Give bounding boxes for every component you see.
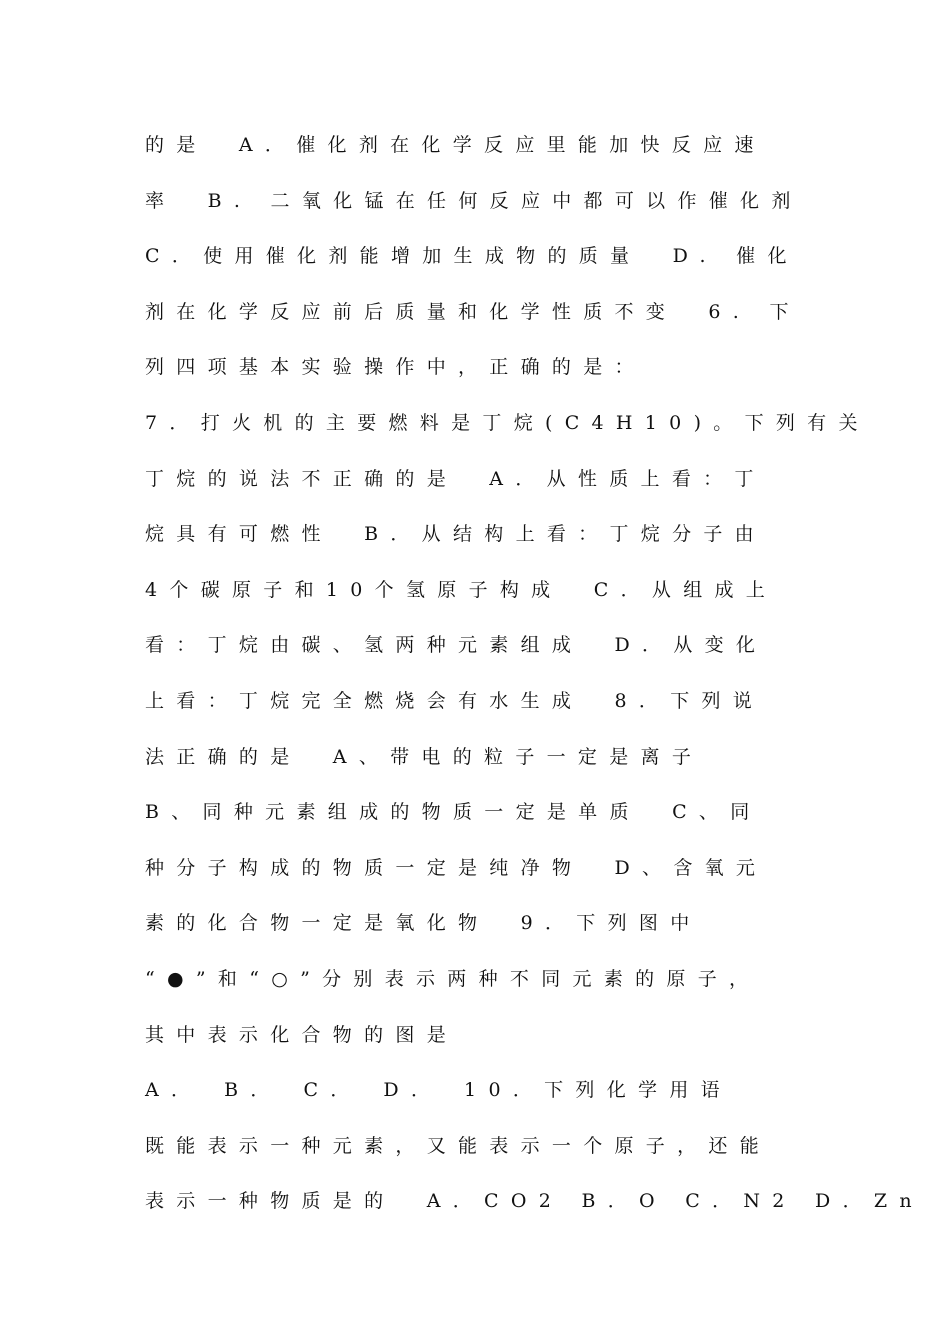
text-line: 看：丁烷由碳、氢两种元素组成 D．从变化 xyxy=(145,634,768,656)
text-line: 法正确的是 A、带电的粒子一定是离子 xyxy=(145,746,704,768)
text-line: C．使用催化剂能增加生成物的质量 D. 催化 xyxy=(145,245,799,267)
text-line: 素的化合物一定是氧化物 9．下列图中 xyxy=(145,912,702,934)
text-line: 丁烷的说法不正确的是 A．从性质上看：丁 xyxy=(145,468,766,490)
text-line: 剂在化学反应前后质量和化学性质不变 6. 下 xyxy=(145,301,801,323)
text-line: 既能表示一种元素，又能表示一个原子，还能 xyxy=(145,1135,772,1157)
text-line: 上看：丁烷完全燃烧会有水生成 8．下列说 xyxy=(145,690,765,712)
text-line: 表示一种物质是的 A．CO2 B．O C．N2 D．Zn xyxy=(145,1190,924,1212)
text-line: 4个碳原子和10个氢原子构成 C．从组成上 xyxy=(145,579,778,601)
text-line: 烷具有可燃性 B．从结构上看：丁烷分子由 xyxy=(145,523,766,545)
text-line: 其中表示化合物的图是 xyxy=(145,1024,459,1046)
text-line: “●”和“○”分别表示两种不同元素的原子， xyxy=(145,968,761,990)
text-line: B、同种元素组成的物质一定是单质 C、同 xyxy=(145,801,762,823)
text-line: 种分子构成的物质一定是纯净物 D、含氧元 xyxy=(145,857,768,879)
text-line: 的是 A．催化剂在化学反应里能加快反应速 xyxy=(145,134,766,156)
text-line: 列四项基本实验操作中，正确的是： xyxy=(145,356,646,378)
text-line: 7．打火机的主要燃料是丁烷(C4H10)。下列有关 xyxy=(145,412,870,434)
text-line: 率 B. 二氧化锰在任何反应中都可以作催化剂 xyxy=(145,190,803,212)
text-line: A． B． C． D． 10．下列化学用语 xyxy=(145,1079,732,1101)
